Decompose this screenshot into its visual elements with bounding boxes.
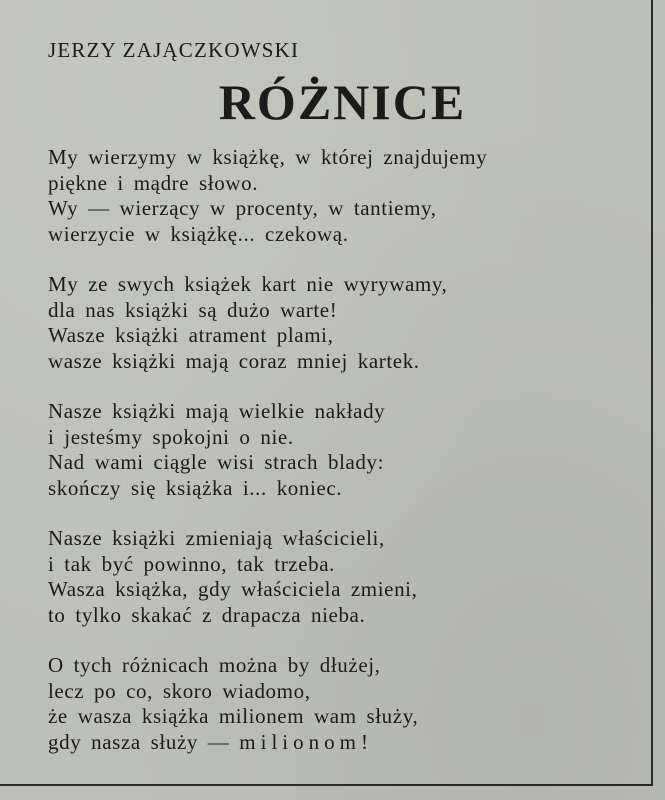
poem-line: że wasza książka milionem wam służy, — [48, 704, 419, 728]
stanza-3 — [48, 399, 648, 501]
poem-line: My ze swych książek kart nie wyrywamy, — [48, 272, 448, 296]
poem-line: Nasze książki zmieniają właścicieli, — [48, 526, 385, 550]
poem-line: Wy — wierzący w procenty, w tantiemy, — [48, 196, 437, 220]
poem-line: piękne i mądre słowo. — [48, 170, 259, 195]
stanza-5 — [48, 653, 648, 755]
poem-body — [48, 145, 648, 780]
poem-last-line — [48, 730, 648, 756]
poem-line: to tylko skakać z drapacza nieba. — [48, 602, 366, 627]
poem-line: skończy się książka i... koniec. — [48, 475, 343, 500]
author-name: JERZY ZAJĄCZKOWSKI — [48, 38, 300, 62]
frame-rule-bottom — [0, 784, 653, 786]
poem-line: My wierzymy w książkę, w której znajdujemy — [48, 145, 488, 169]
stanza-1 — [48, 145, 648, 247]
poem-line: i jesteśmy spokojni o nie. — [48, 424, 294, 449]
poem-line: Wasza książka, gdy właściciela zmieni, — [48, 577, 418, 601]
stanza-4 — [48, 526, 648, 628]
poem-line: Nad wami ciągle wisi strach blady: — [48, 450, 385, 474]
poem-line: lecz po co, skoro wiadomo, — [48, 678, 311, 703]
poem-title: RÓŻNICE — [218, 74, 467, 130]
poem-line: i tak być powinno, tak trzeba. — [48, 551, 336, 576]
poem-line: O tych różnicach można by dłużej, — [48, 653, 381, 677]
poem-line-lead: gdy nasza służy — — [48, 729, 230, 754]
poem-line: Nasze książki mają wielkie nakłady — [48, 399, 386, 423]
poem-line: dla nas książki są dużo warte! — [48, 297, 338, 322]
poem-line: Wasze książki atrament plami, — [48, 323, 334, 347]
poem-line: wasze książki mają coraz mniej kartek. — [48, 348, 420, 373]
poem-line: wierzycie w książkę... czekową. — [48, 221, 349, 246]
stanza-2 — [48, 272, 648, 374]
emphasized-word: milionom! — [239, 729, 373, 754]
